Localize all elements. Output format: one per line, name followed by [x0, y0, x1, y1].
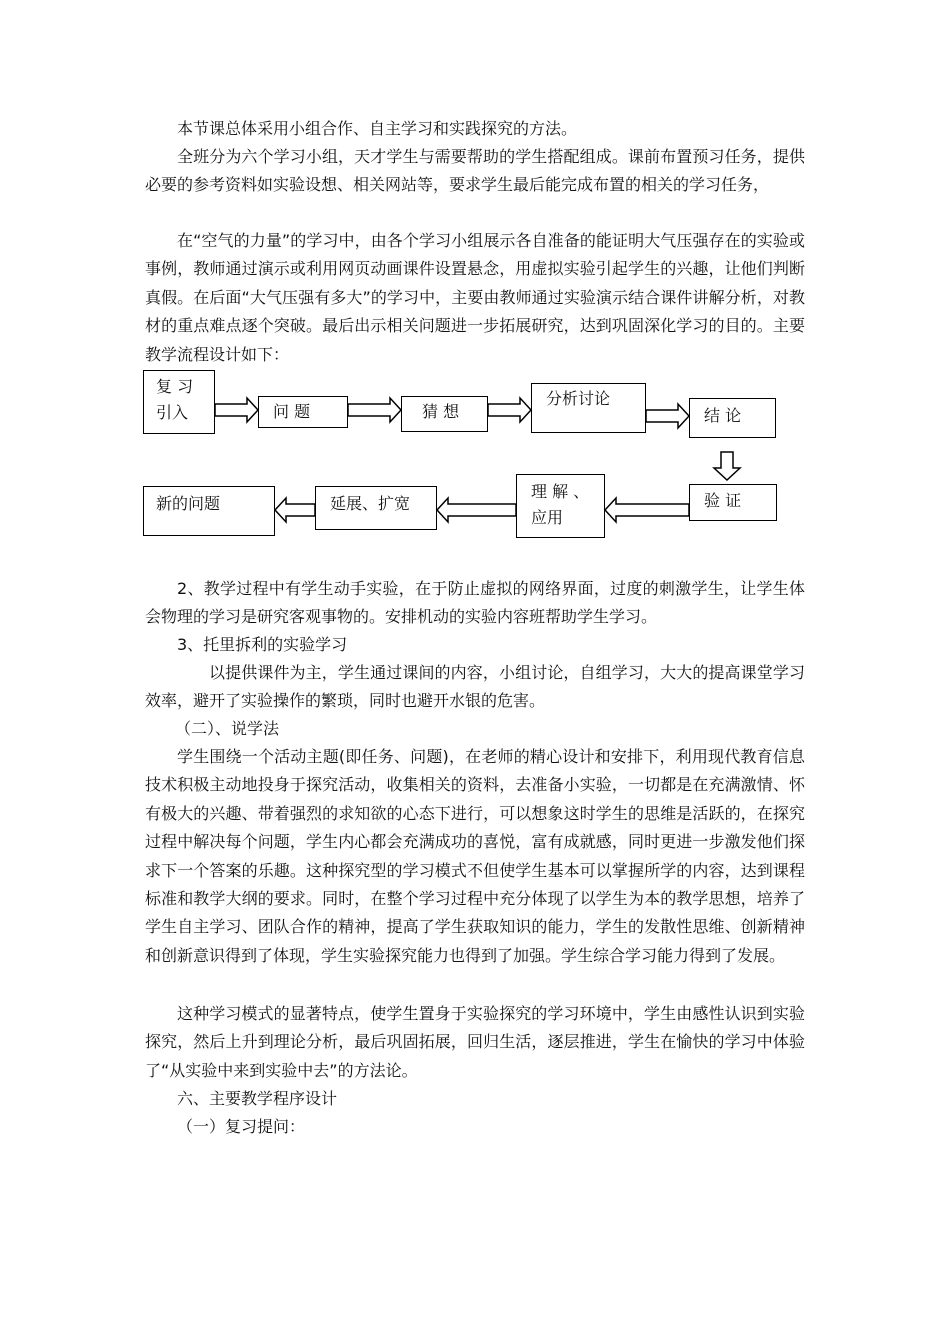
flow-box-new-question: 新的问题 [143, 486, 275, 536]
flow-box-verify: 验 证 [689, 484, 777, 521]
flow-box-analysis: 分析讨论 [531, 383, 646, 433]
flow-box-conclusion: 结 论 [689, 398, 776, 438]
arrow-right-icon [348, 398, 401, 422]
arrow-right-icon [488, 398, 531, 422]
arrow-left-icon [275, 498, 315, 522]
paragraph-method-overview: 本节课总体采用小组合作、自主学习和实践探究的方法。 [177, 119, 578, 138]
paragraph-courseware: 以提供课件为主，学生通过课间的内容，小组讨论，自组学习，大大的提高课堂学习效率，避开了实验操作的繁琐，同时也避开水银的危害。 [145, 663, 805, 711]
arrow-down-icon [714, 452, 740, 480]
paragraph-learning-method: 学生围绕一个活动主题(即任务、问题)，在老师的精心设计和安排下，利用现代教育信息技术积极主动地投身于探究活动，收集相关的资料，去准备小实验，一切都是在充满激情、怀有极大的兴趣、带着强烈的求知欲的心态下进行，可以想象这时学生的思维是活跃的，在探究过程中解决每个问题，学生内心都会充满成功的喜悦，富有成就感，同时更进一步激发他们探求下一个答案的乐趣。这种探究型的学习模式不但使学生基本可以掌握所学的内容，达到课程标准和教学大纲的要求。同时，在整个学习过程中充分体现了以学生为本的教学思想，培养了学生自主学习、团队合作的精神，提高了学生获取知识的能力，学生的发散性思维、创新精神和创新意识得到了体现，学生实验探究能力也得到了加强。学生综合学习能力得到了发展。 [145, 747, 805, 965]
flow-box-understand [516, 474, 605, 538]
section-heading-review-questions: （一）复习提问： [177, 1117, 306, 1136]
flow-box-review [143, 370, 215, 434]
paragraph-torricelli-heading: 3、托里拆利的实验学习 [177, 635, 348, 654]
paragraph-hands-on-experiment: 2、教学过程中有学生动手实验，在于防止虚拟的网络界面，过度的刺激学生，让学生体会物理的学习是研究客观事物的。安排机动的实验内容班帮助学生学习。 [145, 579, 805, 627]
paragraph-learning-mode-features: 这种学习模式的显著特点，使学生置身于实验探究的学习环境中，学生由感性认识到实验探究，然后上升到理论分析，最后巩固拓展，回归生活，逐层推进，学生在愉快的学习中体验了“从实验中来到实验中去”的方法论。 [145, 1004, 805, 1080]
section-heading-teaching-procedure: 六、主要教学程序设计 [177, 1089, 338, 1108]
paragraph-group-arrangement: 全班分为六个学习小组，天才学生与需要帮助的学生搭配组成。课前布置预习任务，提供必要的参考资料如实验设想、相关网站等，要求学生最后能完成布置的相关的学习任务， [145, 147, 805, 195]
arrow-right-icon [646, 404, 689, 428]
flow-box-review-line2: 引入 [156, 403, 189, 422]
paragraph-air-pressure-learning: 在“空气的力量”的学习中，由各个学习小组展示各自准备的能证明大气压强存在的实验或事例，教师通过演示或利用网页动画课件设置悬念，用虚拟实验引起学生的兴趣，让他们判断真假。在后面“大气压强有多大”的学习中，主要由教师通过实验演示结合课件讲解分析，对教材的重点难点逐个突破。最后出示相关问题进一步拓展研究，达到巩固深化学习的目的。主要教学流程设计如下： [145, 231, 805, 364]
flow-box-understand-line1: 理 解 、 [531, 482, 590, 501]
flow-box-extend: 延展、扩宽 [315, 486, 437, 530]
section-heading-learning-method: （二）、说学法 [175, 719, 280, 738]
flow-box-question: 问 题 [258, 396, 348, 428]
flow-box-understand-line2: 应用 [531, 508, 564, 527]
arrow-left-icon [437, 498, 516, 522]
arrow-right-icon [215, 398, 258, 422]
flow-box-guess: 猜 想 [401, 396, 488, 432]
flow-box-review-line1: 复 习 [156, 377, 194, 396]
arrow-left-icon [605, 498, 689, 522]
